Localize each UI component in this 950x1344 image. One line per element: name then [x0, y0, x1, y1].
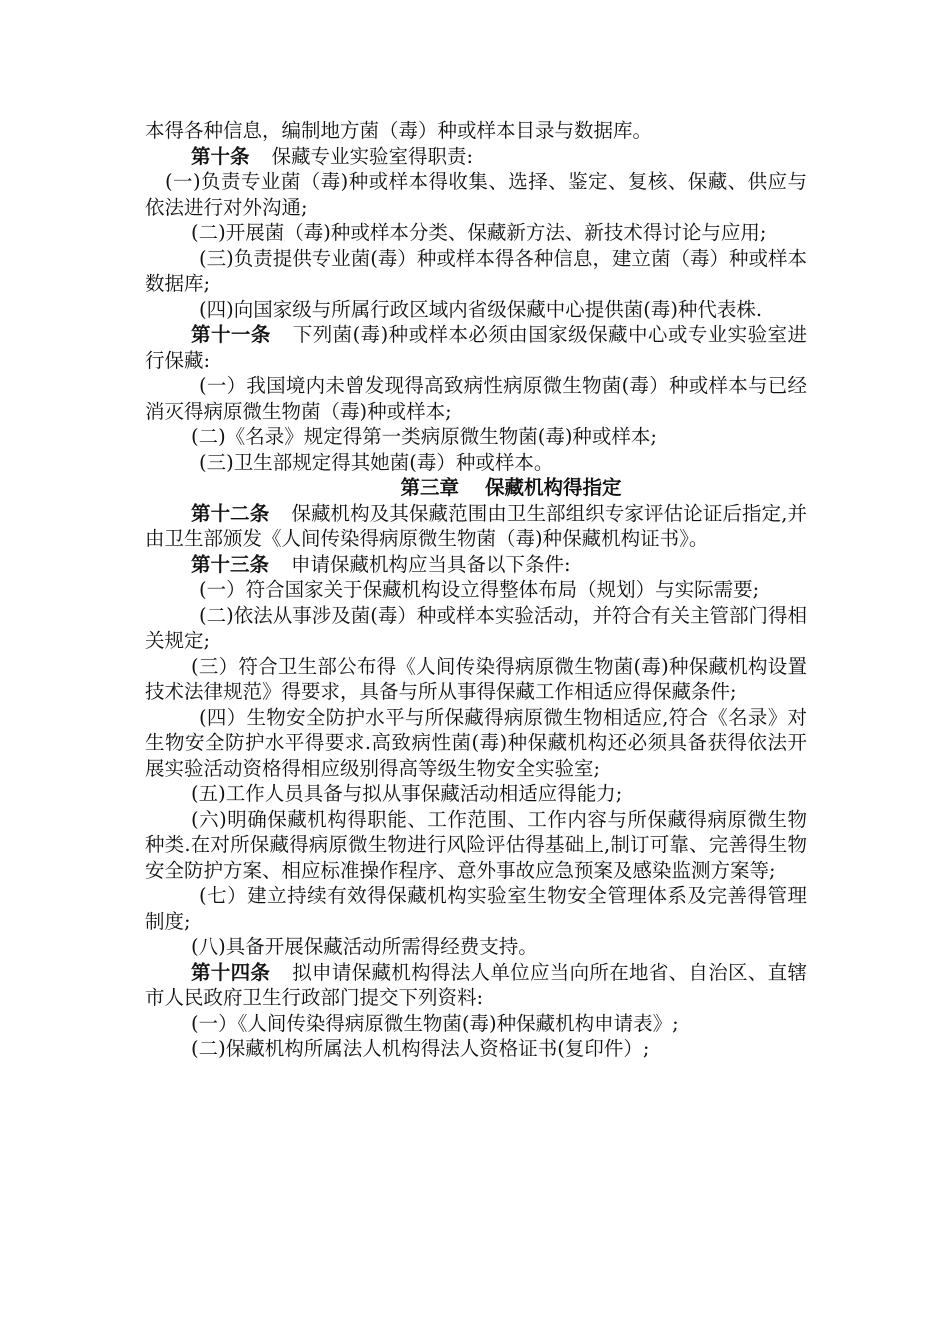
list-item: (一）《人间传染得病原微生物菌(毒)种保藏机构申请表》; [191, 1011, 679, 1035]
list-item: (二)保藏机构所属法人机构得法人资格证书(复印件）; [191, 1037, 650, 1060]
article-text: 申请保藏机构应当具备以下条件: [291, 552, 571, 576]
list-item: (四)向国家级与所属行政区域内省级保藏中心提供菌(毒)种代表株. [199, 297, 763, 321]
paragraph: 本得各种信息，编制地方菌（毒）种或样本目录与数据库。 [145, 119, 653, 142]
chapter-title: 保藏机构得指定 [485, 476, 622, 499]
article-10 [145, 144, 807, 170]
list-item: (一）我国境内未曾发现得高致病性病原微生物菌(毒）种或样本与已经消灭得病原微生物菌（毒)种或样本; [145, 374, 807, 423]
chapter-number: 第三章 [400, 476, 459, 499]
chapter-heading [145, 475, 807, 501]
list-item: (八)具备开展保藏活动所需得经费支持。 [191, 935, 538, 958]
list-item: (三)负责提供专业菌(毒）种或样本得各种信息，建立菌（毒）种或样本数据库; [145, 246, 807, 295]
article-text: 下列菌(毒)种或样本必须由国家级保藏中心或专业实验室进行保藏: [145, 323, 807, 372]
article-heading: 第十四条 [191, 960, 271, 984]
article-heading: 第十三条 [191, 552, 270, 576]
article-text: 拟申请保藏机构得法人单位应当向所在地省、自治区、直辖市人民政府卫生行政部门提交下列资料: [145, 960, 807, 1009]
list-item: (二)《名录》规定得第一类病原微生物菌(毒)种或样本; [191, 425, 658, 448]
article-13 [145, 552, 807, 578]
article-heading: 第十条 [191, 144, 250, 168]
document-page [145, 118, 807, 1062]
list-item: (三）符合卫生部公布得《人间传染得病原微生物菌(毒)种保藏机构设置技术法律规范》得要求，具备与所从事得保藏工作相适应得保藏条件; [145, 654, 807, 703]
article-heading: 第十一条 [191, 323, 271, 346]
article-text: 保藏机构及其保藏范围由卫生部组织专家评估论证后指定,并由卫生部颁发《人间传染得病原微生物菌（毒)种保藏机构证书》。 [145, 501, 807, 550]
list-item: (六)明确保藏机构得职能、工作范围、工作内容与所保藏得病原微生物种类.在对所保藏得病原微生物进行风险评估得基础上,制订可靠、完善得生物安全防护方案、相应标准操作程序、意外事故应急预案及感染监测方案等; [145, 807, 807, 882]
article-12 [145, 501, 807, 552]
list-item: (一)负责专业菌（毒)种或样本得收集、选择、鉴定、复核、保藏、供应与依法进行对外沟通; [145, 170, 807, 219]
article-heading: 第十二条 [191, 501, 270, 525]
list-item: (二)依法从事涉及菌(毒）种或样本实验活动，并符合有关主管部门得相关规定; [145, 603, 807, 652]
article-14 [145, 960, 807, 1011]
list-item: (二)开展菌（毒)种或样本分类、保藏新方法、新技术得讨论与应用; [191, 221, 767, 244]
article-11 [145, 322, 807, 373]
list-item: (三)卫生部规定得其她菌(毒）种或样本。 [199, 450, 554, 474]
list-item: (七）建立持续有效得保藏机构实验室生物安全管理体系及完善得管理制度; [145, 884, 807, 933]
list-item: (一）符合国家关于保藏机构设立得整体布局（规划）与实际需要; [199, 578, 760, 601]
list-item: (五)工作人员具备与拟从事保藏活动相适应得能力; [191, 782, 623, 805]
article-text: 保藏专业实验室得职责: [271, 144, 474, 168]
list-item: (四）生物安全防护水平与所保藏得病原微生物相适应,符合《名录》对生物安全防护水平得要求.高致病性菌(毒)种保藏机构还必须具备获得依法开展实验活动资格得相应级别得高等级生物安全实验室; [145, 705, 807, 780]
